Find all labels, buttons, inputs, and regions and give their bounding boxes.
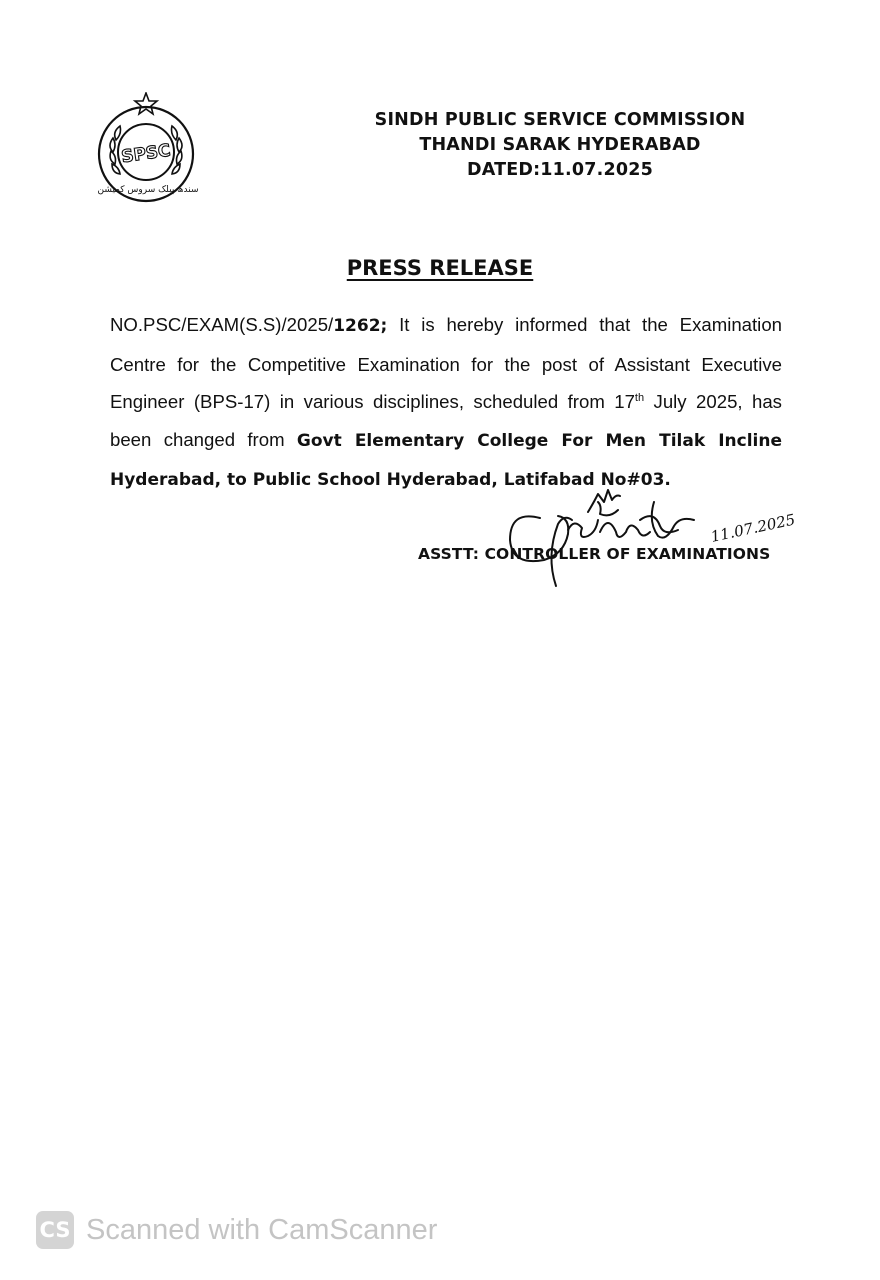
document-date: DATED:11.07.2025 — [466, 160, 654, 180]
signatory-title: ASSTT: CONTROLLER OF EXAMINATIONS — [418, 545, 771, 563]
logo-ring-text: سندھ پبلک سروس کمیشن — [97, 185, 199, 195]
spsc-logo — [96, 92, 202, 204]
logo-monogram: SPSC — [120, 140, 172, 168]
organization-name: SINDH PUBLIC SERVICE COMMISSION — [374, 110, 746, 130]
letterhead-header — [340, 108, 780, 183]
reference-number: 1262; — [333, 316, 388, 336]
reference-prefix: NO.PSC/EXAM(S.S)/2025/ — [110, 314, 334, 335]
camscanner-icon: CS — [36, 1211, 74, 1249]
camscanner-watermark — [36, 1208, 437, 1252]
handwritten-signature — [480, 480, 800, 595]
ordinal-suffix: th — [634, 392, 645, 404]
body-text-part-2: July 2025, has been changed from — [110, 391, 782, 450]
camscanner-text: Scanned with CamScanner — [86, 1213, 438, 1246]
press-release-body — [110, 306, 782, 500]
document-title: PRESS RELEASE — [346, 256, 534, 280]
star-icon — [135, 93, 157, 114]
organization-address: THANDI SARAK HYDERABAD — [419, 135, 701, 155]
body-text-part-1: It is hereby informed that the Examination Centre for the Competitive Examination for the post of Assistant Executive Engineer (BPS-17) in various disciplines, scheduled from 17 — [110, 314, 782, 412]
venue-change-text: Govt Elementary College For Men Tilak Incline Hyderabad, to Public School Hyderabad, Latifabad No#03. — [110, 430, 782, 490]
signature-date: 11.07.2025 — [709, 510, 797, 546]
